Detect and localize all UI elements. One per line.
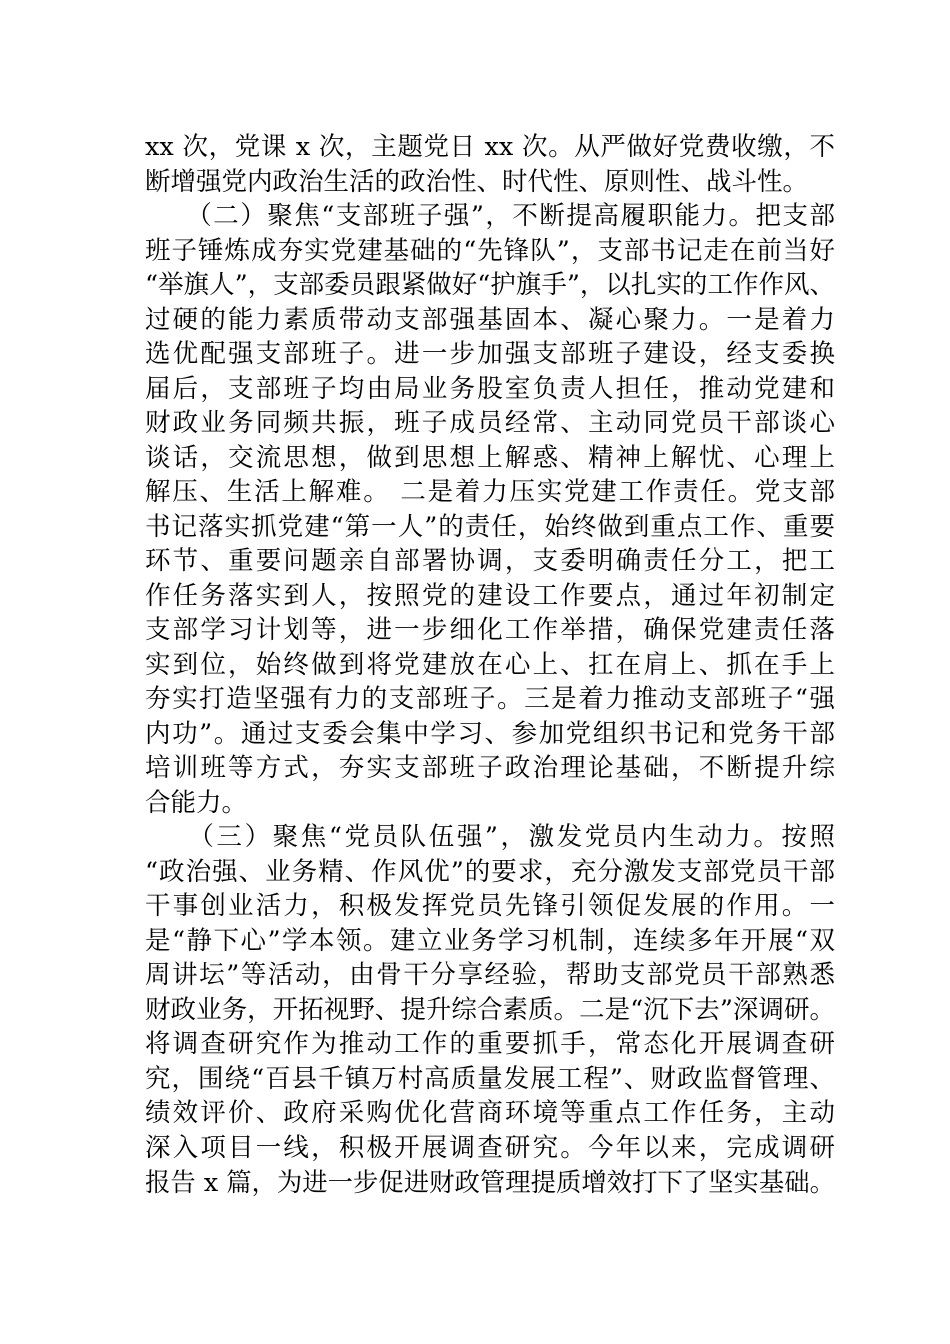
text-line: 过硬的能力素质带动支部强基固本、凝心聚力。一是着力 bbox=[145, 304, 835, 335]
text-line: 合能力。 bbox=[145, 787, 248, 818]
text-line: 财政业务同频共振，班子成员经常、主动同党员干部谈心 bbox=[145, 408, 835, 438]
text-line: 培训班等方式，夯实支部班子政治理论基础，不断提升综 bbox=[145, 753, 835, 783]
text-line: xx 次，党课 x 次，主题党日 xx 次。从严做好党费收缴，不 bbox=[145, 132, 835, 162]
text-line: 绩效评价、政府采购优化营商环境等重点工作任务，主动 bbox=[145, 1098, 835, 1128]
text-line: （二）聚焦“支部班子强”，不断提高履职能力。把支部 bbox=[145, 201, 835, 231]
text-line: 内功”。通过支委会集中学习、参加党组织书记和党务干部 bbox=[145, 718, 835, 749]
text-line: 作任务落实到人，按照党的建设工作要点，通过年初制定 bbox=[145, 580, 835, 611]
text-line: 财政业务，开拓视野、提升综合素质。二是“沉下去”深调研。 bbox=[145, 994, 835, 1025]
text-line: 书记落实抓党建“第一人”的责任，始终做到重点工作、重要 bbox=[145, 511, 835, 542]
text-line: 将调查研究作为推动工作的重要抓手，常态化开展调查研 bbox=[145, 1029, 835, 1059]
text-line: 环节、重要问题亲自部署协调，支委明确责任分工，把工 bbox=[145, 546, 835, 576]
text-line: （三）聚焦“党员队伍强”，激发党员内生动力。按照 bbox=[145, 822, 835, 852]
text-line: 干事创业活力，积极发挥党员先锋引领促发展的作用。一 bbox=[145, 891, 835, 921]
text-line: 支部学习计划等，进一步细化工作举措，确保党建责任落 bbox=[145, 615, 835, 645]
text-line: 选优配强支部班子。进一步加强支部班子建设，经支委换 bbox=[145, 339, 835, 369]
text-line: 实到位，始终做到将党建放在心上、扛在肩上、抓在手上 bbox=[145, 649, 835, 680]
text-line: 究，围绕“百县千镇万村高质量发展工程”、财政监督管理、 bbox=[145, 1063, 835, 1094]
text-line: 届后，支部班子均由局业务股室负责人担任，推动党建和 bbox=[145, 373, 835, 404]
document-body-text bbox=[145, 130, 835, 1200]
text-line: 报告 x 篇，为进一步促进财政管理提质增效打下了坚实基础。 bbox=[145, 1167, 835, 1197]
text-line: 断增强党内政治生活的政治性、时代性、原则性、战斗性。 bbox=[145, 166, 809, 197]
text-line: 是“静下心”学本领。建立业务学习机制，连续多年开展“双 bbox=[145, 925, 835, 956]
text-line: 深入项目一线，积极开展调查研究。今年以来，完成调研 bbox=[145, 1132, 835, 1163]
text-line: 解压、生活上解难。 二是着力压实党建工作责任。党支部 bbox=[145, 477, 835, 507]
text-line: 班子锤炼成夯实党建基础的“先锋队”，支部书记走在前当好 bbox=[145, 235, 835, 266]
text-line: 谈话，交流思想，做到思想上解惑、精神上解忧、心理上 bbox=[145, 442, 835, 473]
text-line: “政治强、业务精、作风优”的要求，充分激发支部党员干部 bbox=[145, 856, 835, 887]
text-line: 周讲坛”等活动，由骨干分享经验，帮助支部党员干部熟悉 bbox=[145, 960, 835, 990]
text-line: “举旗人”，支部委员跟紧做好“护旗手”，以扎实的工作作风、 bbox=[145, 270, 835, 300]
text-line: 夯实打造坚强有力的支部班子。三是着力推动支部班子“强 bbox=[145, 684, 835, 714]
